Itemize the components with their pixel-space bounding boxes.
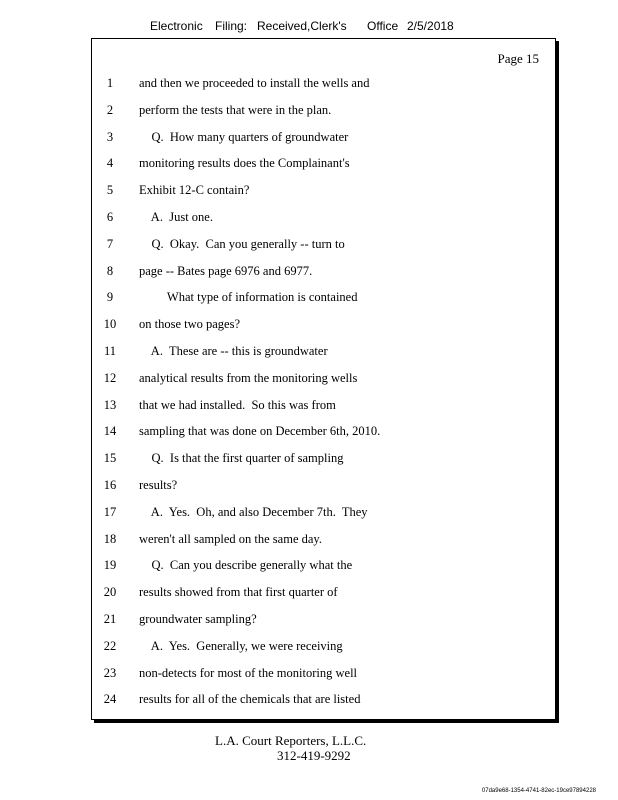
transcript-line [92, 235, 555, 253]
line-text: Q. Can you describe generally what the [139, 558, 353, 573]
transcript-line [92, 610, 555, 628]
transcript-line [92, 583, 555, 601]
line-text: and then we proceeded to install the wells and [139, 76, 370, 90]
transcript-line [92, 556, 555, 574]
line-text: non-detects for most of the monitoring well [139, 665, 358, 680]
transcript-line [92, 342, 555, 360]
line-number: 6 [106, 210, 114, 224]
transcript-line [92, 128, 555, 146]
line-number: 10 [103, 317, 117, 332]
line-text: that we had installed. So this was from [139, 397, 336, 412]
line-text: sampling that was done on December 6th, 2010. [139, 424, 381, 439]
line-number: 9 [106, 290, 114, 305]
line-number: 11 [103, 344, 117, 358]
line-number: 13 [103, 397, 117, 412]
line-text: A. Yes. Generally, we were receiving [139, 638, 343, 653]
line-number: 24 [103, 692, 117, 707]
transcript-line [92, 449, 555, 467]
header-filing: Filing: [215, 19, 248, 33]
line-number: 23 [103, 665, 117, 680]
line-number: 8 [106, 263, 114, 278]
line-number: 18 [103, 531, 117, 546]
line-text: page -- Bates page 6976 and 6977. [139, 263, 313, 278]
transcript-line [92, 369, 555, 387]
line-number: 3 [106, 129, 114, 144]
transcript-line [92, 690, 555, 708]
line-number: 14 [103, 424, 117, 439]
line-text: Q. Okay. Can you generally -- turn to [139, 236, 345, 251]
transcript-line [92, 396, 555, 414]
line-text: A. These are -- this is groundwater [139, 344, 328, 358]
line-number: 2 [106, 102, 114, 117]
line-text: weren't all sampled on the same day. [139, 531, 322, 546]
transcript-line [92, 530, 555, 548]
line-text: results showed from that first quarter of [139, 585, 338, 600]
header-date: 2/5/2018 [407, 19, 454, 33]
line-number: 21 [103, 612, 117, 626]
line-number: 16 [103, 478, 117, 492]
transcript-line [92, 503, 555, 521]
line-text: perform the tests that were in the plan. [139, 102, 332, 117]
transcript-line [92, 422, 555, 440]
transcript-line [92, 74, 555, 92]
court-reporter-phone: 312-419-9292 [277, 748, 351, 763]
line-text: on those two pages? [139, 317, 241, 332]
transcript-line [92, 154, 555, 172]
line-number: 22 [103, 638, 117, 653]
line-text: analytical results from the monitoring wells [139, 370, 358, 385]
line-number: 7 [106, 236, 114, 251]
line-text: What type of information is contained [139, 290, 358, 305]
line-text: Q. Is that the first quarter of sampling [139, 451, 344, 466]
line-number: 19 [103, 558, 117, 573]
line-text: monitoring results does the Complainant's [139, 156, 350, 171]
header-office: Office [367, 19, 399, 33]
transcript-line [92, 637, 555, 655]
transcript-line [92, 476, 555, 494]
line-text: A. Just one. [139, 210, 213, 224]
transcript-line [92, 101, 555, 119]
line-number: 5 [106, 183, 114, 198]
header-received: Received,Clerk's [257, 19, 347, 33]
line-number: 1 [106, 76, 114, 90]
transcript-line [92, 262, 555, 280]
line-text: A. Yes. Oh, and also December 7th. They [139, 504, 368, 519]
transcript-page-frame [91, 38, 556, 720]
transcript-line [92, 181, 555, 199]
line-text: results? [139, 478, 178, 492]
line-number: 12 [103, 370, 117, 385]
line-number: 4 [106, 156, 114, 171]
line-number: 15 [103, 451, 117, 466]
line-text: Exhibit 12-C contain? [139, 183, 250, 198]
line-text: results for all of the chemicals that are listed [139, 692, 361, 707]
transcript-line [92, 208, 555, 226]
line-text: Q. How many quarters of groundwater [139, 129, 349, 144]
page-number: Page 15 [497, 51, 539, 66]
transcript-line [92, 664, 555, 682]
line-number: 17 [103, 504, 117, 519]
court-reporter-name: L.A. Court Reporters, L.L.C. [215, 733, 367, 748]
line-number: 20 [103, 585, 117, 600]
document-id: 07da9e68-1354-4741-82ec-19ce97894228 [481, 788, 596, 794]
line-text: groundwater sampling? [139, 612, 257, 626]
transcript-line [92, 315, 555, 333]
transcript-line [92, 288, 555, 306]
header-electronic: Electronic [150, 19, 203, 33]
filing-stamp-header [0, 19, 618, 37]
